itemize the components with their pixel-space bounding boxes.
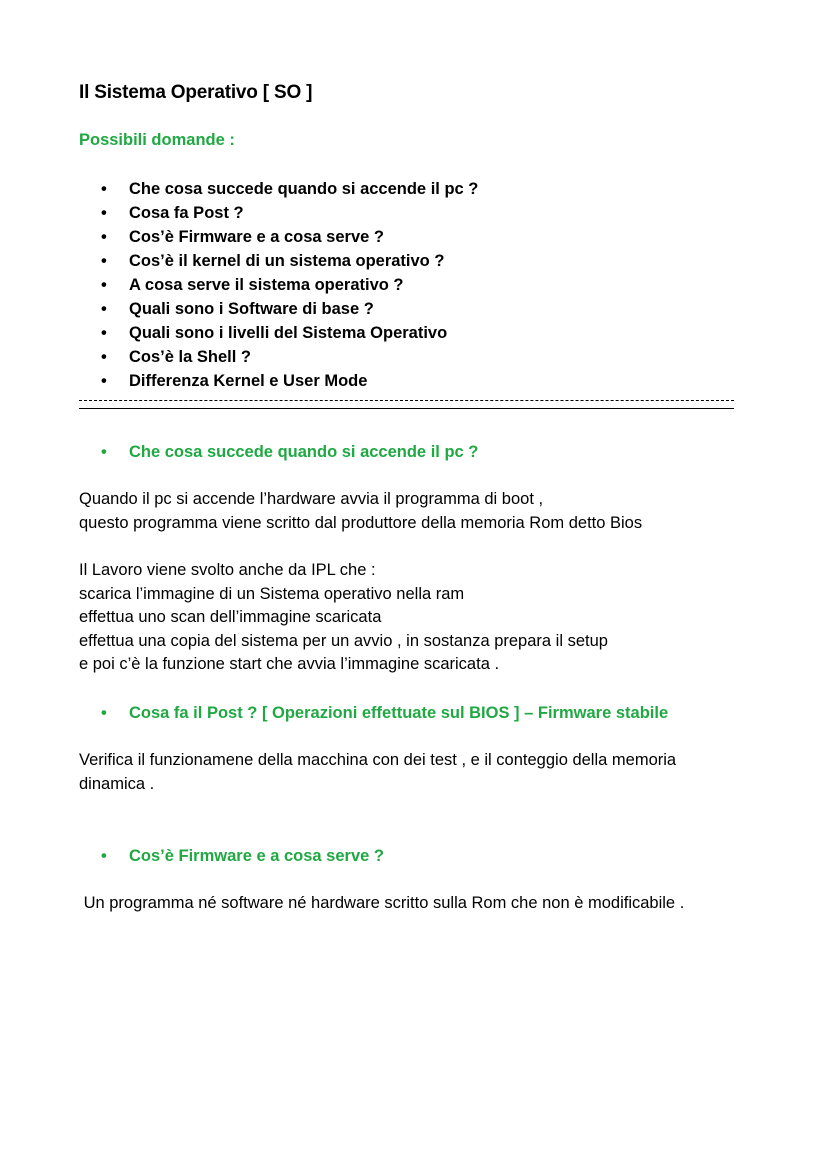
bullet-icon: • (101, 324, 107, 342)
text-line: Verifica il funzionamene della macchina con dei test , e il conteggio della memoria (79, 751, 677, 769)
solid-rule (79, 408, 734, 409)
section-heading-firmware (79, 844, 384, 868)
bullet-icon: • (101, 847, 107, 865)
list-item (79, 321, 478, 345)
question-text: Quali sono i livelli del Sistema Operativo (129, 324, 448, 342)
bullet-icon: • (101, 228, 107, 246)
question-text: A cosa serve il sistema operativo ? (129, 276, 404, 294)
list-item (79, 369, 478, 393)
section-heading-text: Cosa fa il Post ? [ Operazioni effettuate sul BIOS ] – Firmware stabile (129, 704, 669, 722)
question-text: Cosa fa Post ? (129, 204, 244, 222)
text-line: e poi c’è la funzione start che avvia l’immagine scaricata . (79, 655, 500, 673)
firmware-paragraph (79, 892, 684, 916)
question-text: Differenza Kernel e User Mode (129, 372, 368, 390)
question-text: Quali sono i Software di base ? (129, 300, 374, 318)
bullet-icon: • (101, 252, 107, 270)
bullet-icon: • (101, 204, 107, 222)
text-line: Il Lavoro viene svolto anche da IPL che : (79, 561, 376, 579)
question-text: Cos’è Firmware e a cosa serve ? (129, 228, 384, 246)
list-item (79, 249, 478, 273)
section-heading-boot (79, 440, 478, 464)
boot-paragraph-2 (79, 559, 608, 677)
boot-paragraph-1 (79, 488, 642, 535)
post-paragraph (79, 749, 676, 796)
questions-label: Possibili domande : (79, 131, 235, 149)
text-line: Quando il pc si accende l’hardware avvia il programma di boot , (79, 490, 544, 508)
text-line: scarica l’immagine di un Sistema operativo nella ram (79, 584, 465, 603)
bullet-icon: • (101, 276, 107, 294)
text-line: questo programma viene scritto dal produttore della memoria Rom detto Bios (79, 513, 643, 532)
list-item (79, 345, 478, 369)
section-heading-text: Che cosa succede quando si accende il pc ? (129, 443, 479, 461)
text-line: Un programma né software né hardware scritto sulla Rom che non è modificabile . (79, 894, 685, 912)
list-item (79, 201, 478, 225)
section-heading-text: Cos’è Firmware e a cosa serve ? (129, 847, 384, 865)
section-divider (79, 398, 734, 410)
page-title: Il Sistema Operativo [ SO ] (79, 82, 313, 103)
questions-list (79, 177, 478, 393)
text-line: dinamica . (79, 774, 155, 793)
bullet-icon: • (101, 348, 107, 366)
dashed-rule (79, 400, 734, 401)
bullet-icon: • (101, 180, 107, 198)
question-text: Cos’è il kernel di un sistema operativo ? (129, 252, 445, 270)
text-line: effettua uno scan dell’immagine scaricata (79, 608, 382, 626)
bullet-icon: • (101, 443, 107, 461)
list-item (79, 177, 478, 201)
section-heading-post (79, 701, 668, 725)
bullet-icon: • (101, 372, 107, 390)
text-line: effettua una copia del sistema per un avvio , in sostanza prepara il setup (79, 631, 608, 650)
list-item (79, 297, 478, 321)
bullet-icon: • (101, 704, 107, 722)
question-text: Che cosa succede quando si accende il pc ? (129, 180, 479, 198)
question-text: Cos’è la Shell ? (129, 348, 251, 366)
list-item (79, 273, 478, 297)
list-item (79, 225, 478, 249)
bullet-icon: • (101, 300, 107, 318)
